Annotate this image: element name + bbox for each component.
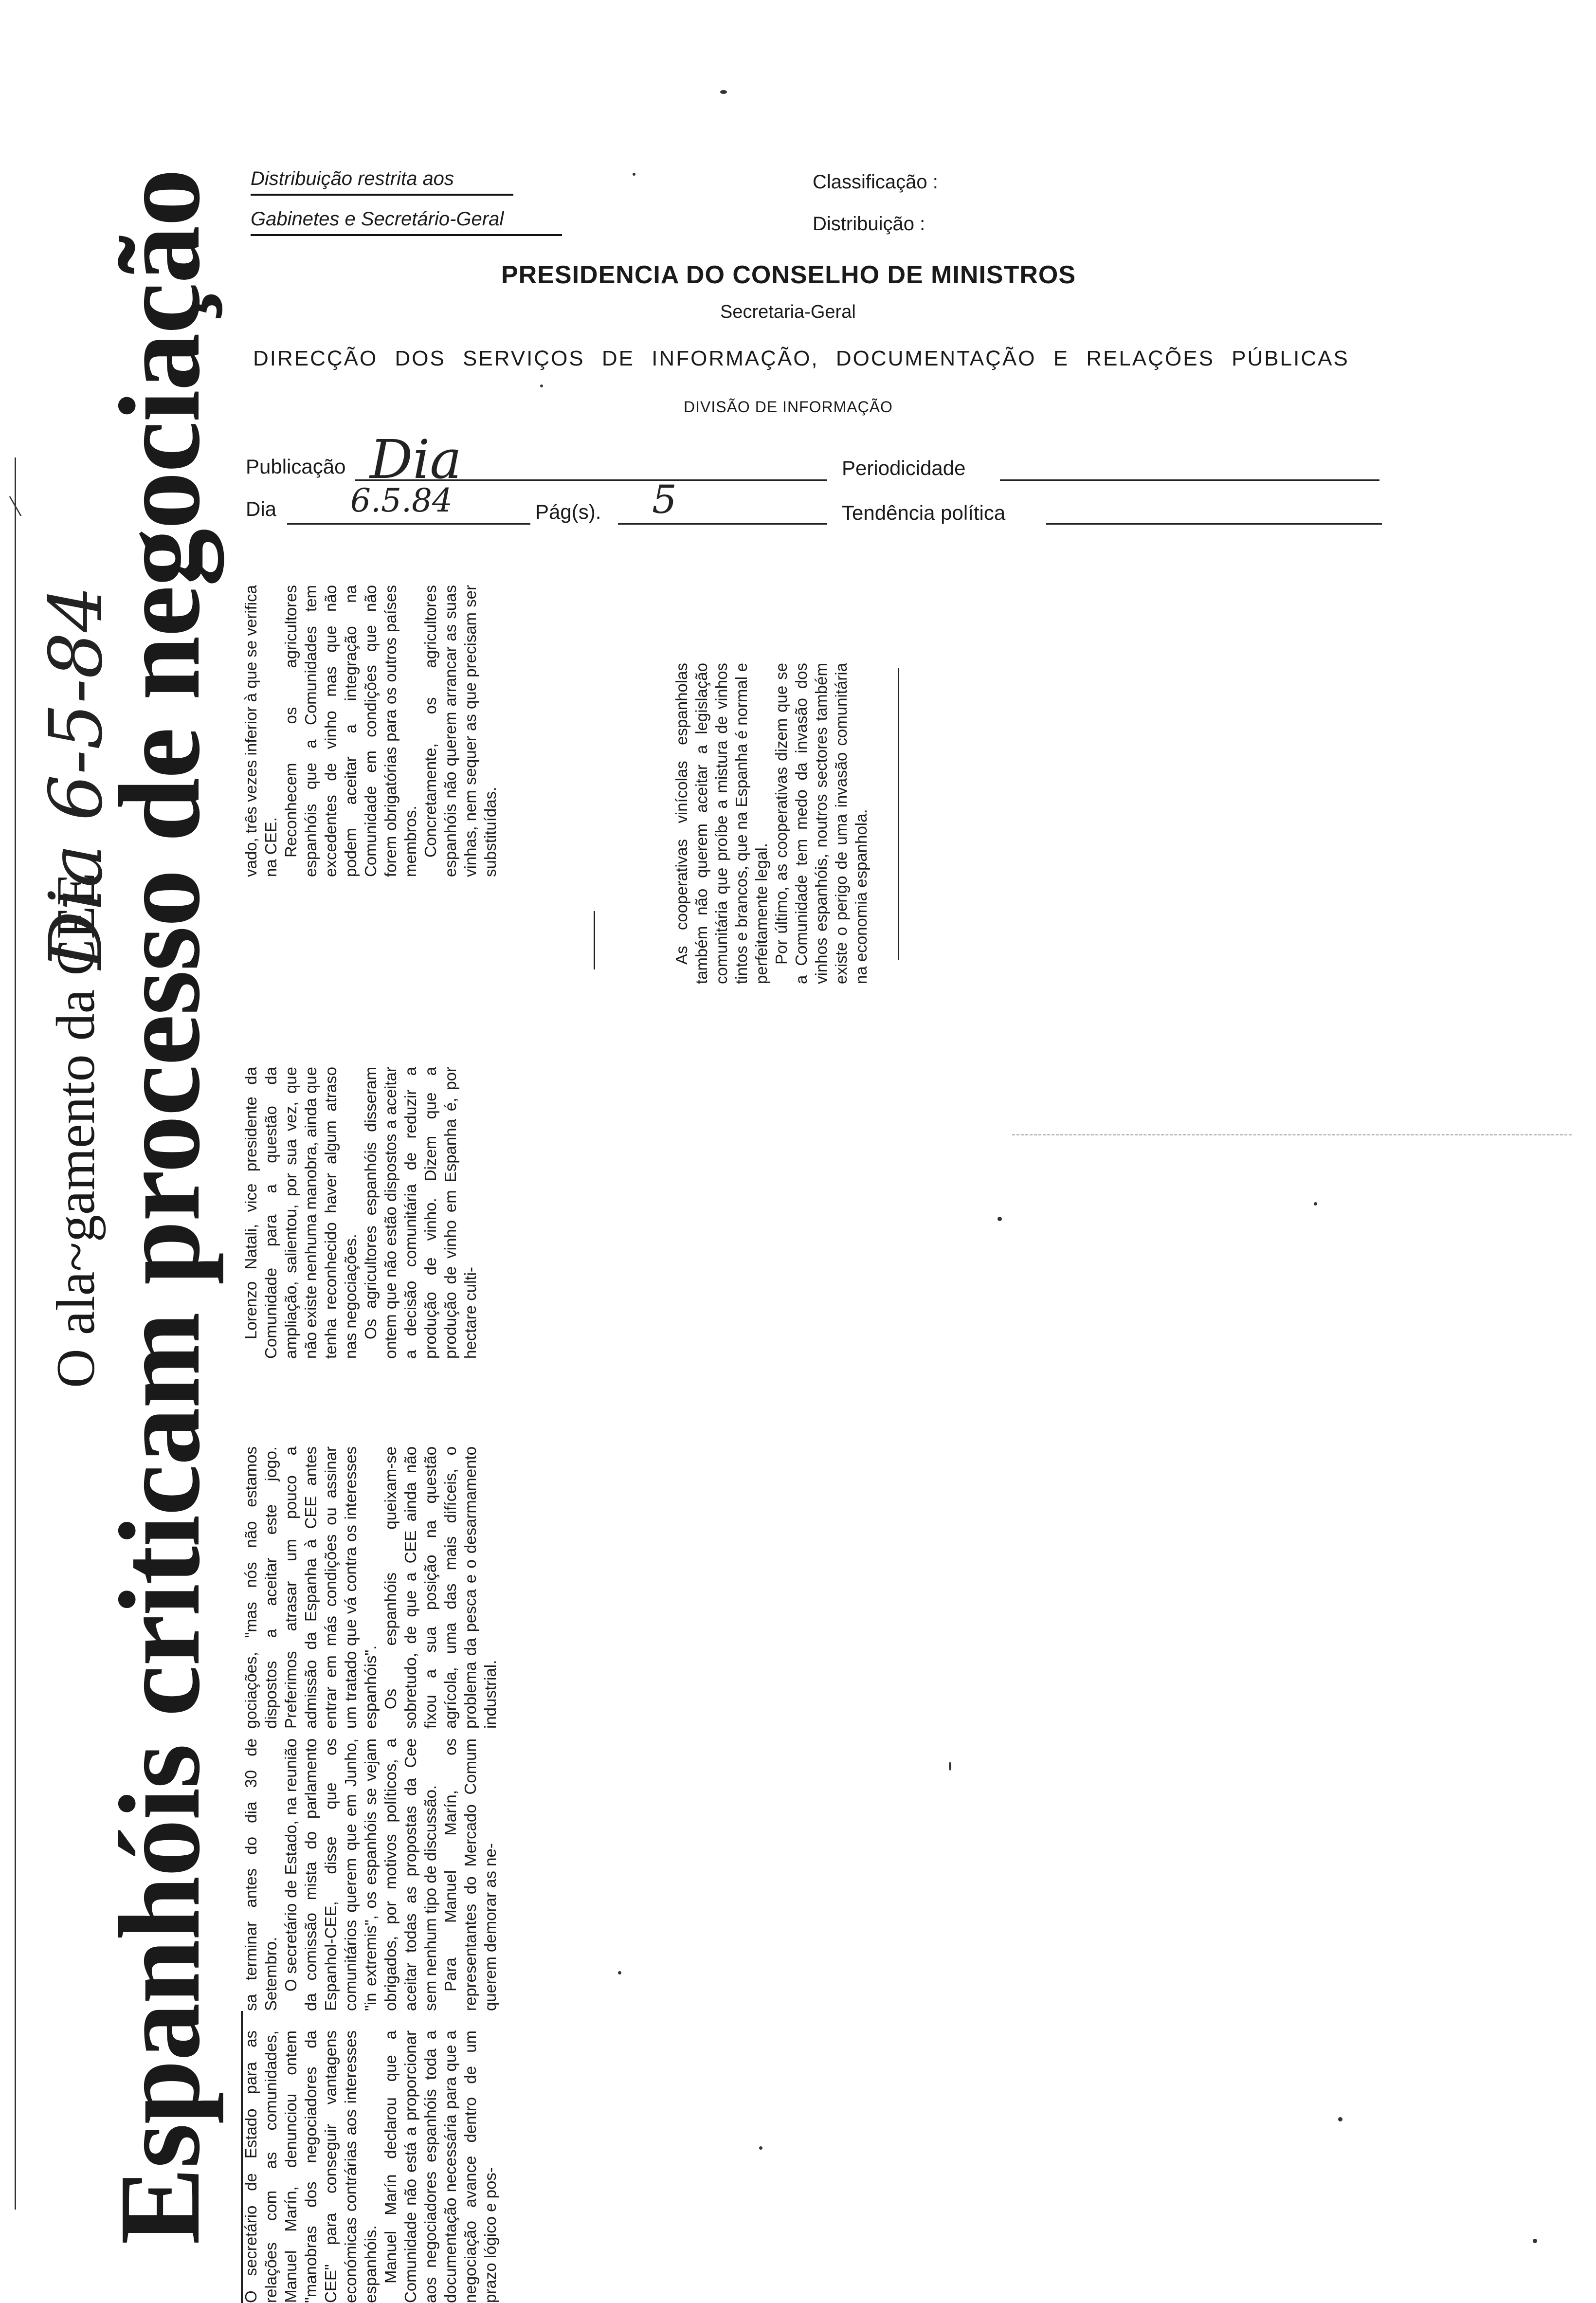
column-4-paragraph-1: Lorenzo Natali, vice presidente da Comunidade para a questão da ampliação, salientou, por sua vez, que não existe nenhuma manobra, ainda que tenha reconhecido haver algum atraso nas negociações.	[242, 1067, 360, 1359]
column-3-paragraph-1: gociações, "mas nós não estamos dispostos a aceitar este jogo. Preferimos atrasar um pouco a admissão da Espanha à CEE antes entrar em más condições ou assinar um tratado que vá contra os interesses espanhóis".	[242, 1446, 380, 1729]
pags-label: Pág(s).	[535, 500, 601, 523]
presidencia-title: PRESIDENCIA DO CONSELHO DE MINISTROS	[501, 261, 1076, 289]
column-5-paragraph-2: Reconhecem os agricultores espanhóis que a Comunidades tem excedentes de vinho mas que não podem aceitar a integração na Comunidade em condições que não forem obrigatórias para os outros países membros.	[282, 585, 419, 877]
column-1-paragraph-2: Manuel Marín declarou que a Comunidade não está a proporcionar aos negociadores espanhóis toda a documentação necessária para que a negociação avance dentro de um prazo lógico e pos-	[381, 2030, 499, 2303]
distribuicao-label: Distribuição :	[813, 213, 925, 235]
speck	[1338, 2117, 1342, 2121]
tendencia-label: Tendência política	[842, 501, 1006, 524]
clip-edge-mark	[594, 911, 595, 969]
speck	[633, 173, 635, 176]
distribution-line-2: Gabinetes e Secretário-Geral	[251, 208, 562, 236]
column-6-paragraph-2: Por último, as cooperativas dizem que se a Comunidade tem medo da invasão dos vinhos espanhóis, noutros sectores também existe o perigo de uma invasão comunitária na economia espanhola.	[772, 663, 870, 984]
distribution-line-1: Distribuição restrita aos	[251, 168, 513, 196]
column-2-paragraph-3: Para Manuel Marín, os representantes do Mercado Comum querem demorar as ne-	[441, 1738, 499, 2011]
speck	[720, 90, 727, 94]
column-6-paragraph-1: As cooperativas vinícolas espanholas também não querem aceitar a legislação comunitária que proíbe a mistura de vinhos tintos e brancos, que na Espanha é normal e perfeitamente legal.	[672, 663, 770, 984]
speck	[540, 384, 543, 387]
column-5-paragraph-1: vado, três vezes inferior à que se verifica na CEE.	[242, 585, 280, 877]
speck	[949, 1762, 951, 1771]
secretaria-geral: Secretaria-Geral	[720, 302, 856, 322]
handwritten-date-annotation: Dia 6-5-84	[34, 585, 119, 969]
column-6-bottom-rule	[898, 668, 899, 960]
dia-handwritten: 6.5.84	[350, 482, 453, 519]
column-1-paragraph-1: O secretário de Estado para as relações com as comunidades, Manuel Marín, denunciou ontem "manobras dos negociadores da CEE" para conseguir vantagens económicas contrárias aos interesses espanhóis.	[242, 2030, 380, 2303]
classificacao-label: Classificação :	[813, 171, 938, 193]
article-column-3	[241, 1446, 500, 1729]
dia-label: Dia	[246, 497, 277, 520]
pags-handwritten: 5	[652, 477, 677, 522]
article-column-4	[241, 1067, 480, 1359]
tendencia-underline	[1046, 523, 1382, 525]
speck	[759, 2146, 762, 2150]
article-column-1	[241, 2030, 500, 2303]
column-3-paragraph-2: Os espanhóis queixam-se sobretudo, de que a CEE ainda não fixou a sua posição na questão agrícola, uma das mais difíceis, o problema da pesca e o desarmamento industrial.	[381, 1446, 499, 1729]
article-column-5	[241, 585, 500, 877]
periodicidade-label: Periodicidade	[842, 457, 966, 479]
column-1-top-rule	[241, 2011, 243, 2303]
article-column-2	[241, 1738, 500, 2011]
speck	[998, 1217, 1002, 1221]
left-margin-line	[15, 457, 16, 2210]
margin-tick	[9, 496, 29, 516]
column-5-paragraph-3: Concretamente, os agricultores espanhóis não querem arrancar as suas vinhas, nem sequer as que precisam ser substituídas.	[421, 585, 499, 877]
scan-artifact-line	[1012, 1134, 1572, 1135]
column-2-paragraph-2: O secretário de Estado, na reunião da comissão mista do parlamento Espanhol-CEE, disse que os comunitários querem que em Junho, "in extremis", os espanhóis se vejam obrigados, por motivos políticos, a aceitar todas as propostas da Cee sem nenhum tipo de discussão.	[282, 1738, 439, 2011]
direccao-servicos: DIRECÇÃO DOS SERVIÇOS DE INFORMAÇÃO, DOCUMENTAÇÃO E RELAÇÕES PÚBLICAS	[253, 347, 1349, 370]
column-4-paragraph-2: Os agricultores espanhóis disseram ontem que não estão dispostos a aceitar a decisão comunitária de reduzir a produção de vinho. Dizem que a produção de vinho em Espanha é, por hectare culti-	[362, 1067, 479, 1359]
speck	[1533, 2239, 1537, 2243]
periodicidade-underline	[1000, 479, 1379, 481]
speck	[618, 1971, 621, 1974]
article-column-6	[671, 663, 871, 984]
article-headline: Espanhóis criticam processo de negociação	[96, 169, 224, 2245]
speck	[1314, 1202, 1317, 1206]
column-2-paragraph-1: sa terminar antes do dia 30 de Setembro.	[242, 1738, 280, 2011]
publicacao-label: Publicação	[246, 455, 346, 478]
article-kicker: O ala~gamento da CEE	[46, 873, 106, 1388]
publicacao-handwritten: Dia	[370, 428, 462, 491]
divisao-informacao: DIVISÃO DE INFORMAÇÃO	[684, 398, 893, 416]
